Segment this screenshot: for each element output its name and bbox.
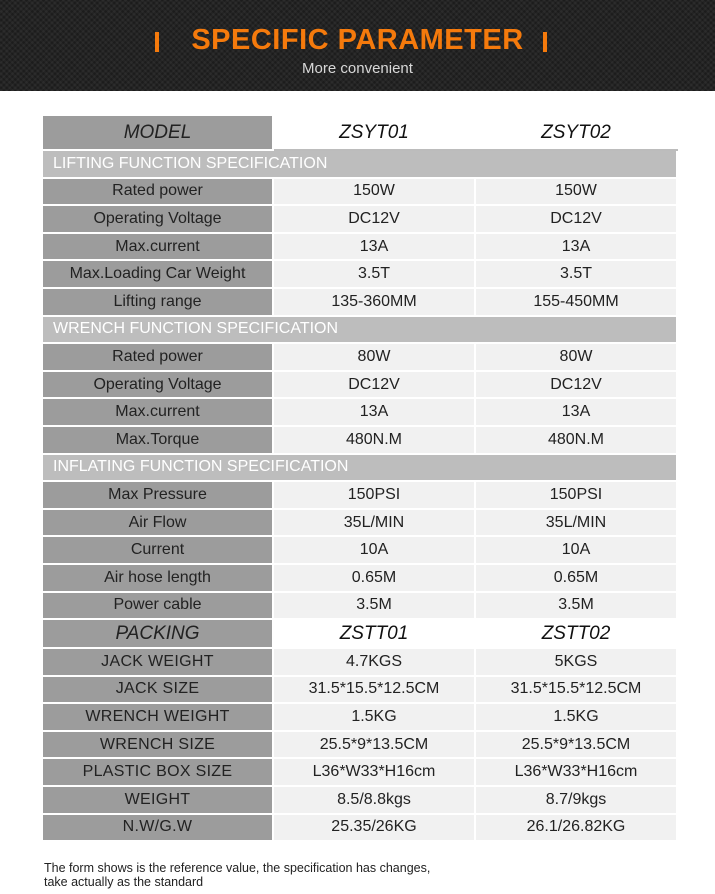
row-label: Max.current [42,398,273,426]
row-value: 1.5KG [273,703,475,731]
row-value: 31.5*15.5*12.5CM [273,676,475,704]
model-header-label: MODEL [42,115,273,150]
page-subtitle: More convenient [302,60,413,77]
row-value: 480N.M [475,426,677,454]
section-title: LIFTING FUNCTION SPECIFICATION [42,150,677,178]
header-banner [0,0,715,91]
row-value: DC12V [475,371,677,399]
row-label: WRENCH WEIGHT [42,703,273,731]
table-row [42,648,677,676]
table-row [42,814,677,842]
row-value: 8.5/8.8kgs [273,786,475,814]
spec-table [41,114,678,842]
row-label: JACK SIZE [42,676,273,704]
table-row [42,592,677,620]
table-row [42,758,677,786]
table-row [42,786,677,814]
table-row [42,536,677,564]
table-row [42,731,677,759]
row-value: 0.65M [273,564,475,592]
row-value: 3.5T [273,260,475,288]
row-label: Rated power [42,178,273,206]
table-row [42,564,677,592]
row-label: Operating Voltage [42,371,273,399]
title-right-bar [543,32,547,52]
row-label: Max Pressure [42,481,273,509]
table-row [42,260,677,288]
section-title: INFLATING FUNCTION SPECIFICATION [42,454,677,482]
table-row [42,371,677,399]
table-row [42,509,677,537]
row-value: DC12V [273,371,475,399]
row-label: Air hose length [42,564,273,592]
table-row [42,398,677,426]
row-value: 25.5*9*13.5CM [273,731,475,759]
table-row [42,178,677,206]
table-row [42,288,677,316]
row-value: 80W [475,343,677,371]
row-value: 8.7/9kgs [475,786,677,814]
table-row [42,676,677,704]
row-value: 150W [273,178,475,206]
row-value: 135-360MM [273,288,475,316]
row-label: WEIGHT [42,786,273,814]
row-label: N.W/G.W [42,814,273,842]
section-header-lifting [42,150,677,178]
row-value: 25.35/26KG [273,814,475,842]
row-label: Max.Loading Car Weight [42,260,273,288]
row-value: 3.5M [273,592,475,620]
row-label: Operating Voltage [42,205,273,233]
row-value: 13A [475,233,677,261]
row-label: Power cable [42,592,273,620]
row-label: PLASTIC BOX SIZE [42,758,273,786]
packing-model-2: ZSTT02 [475,619,677,648]
row-label: Rated power [42,343,273,371]
row-value: 150W [475,178,677,206]
row-label: Max.Torque [42,426,273,454]
footnote-line-1: The form shows is the reference value, the specification has changes, [44,861,431,875]
row-value: 3.5M [475,592,677,620]
packing-header-row [42,619,677,648]
table-row [42,343,677,371]
row-value: L36*W33*H16cm [475,758,677,786]
section-header-wrench [42,316,677,344]
table-row [42,205,677,233]
row-value: DC12V [273,205,475,233]
row-value: 31.5*15.5*12.5CM [475,676,677,704]
row-label: WRENCH SIZE [42,731,273,759]
row-value: 35L/MIN [475,509,677,537]
row-value: L36*W33*H16cm [273,758,475,786]
footnote [44,861,684,889]
row-value: 155-450MM [475,288,677,316]
packing-model-1: ZSTT01 [273,619,475,648]
row-value: 13A [273,398,475,426]
row-value: 4.7KGS [273,648,475,676]
footnote-line-2: take actually as the standard [44,875,204,889]
row-value: 0.65M [475,564,677,592]
row-value: 480N.M [273,426,475,454]
row-label: Air Flow [42,509,273,537]
row-value: 3.5T [475,260,677,288]
section-header-inflating [42,454,677,482]
table-row [42,426,677,454]
page-title: SPECIFIC PARAMETER [191,24,524,56]
model-2-name: ZSYT02 [475,115,677,150]
table-row [42,703,677,731]
model-header-row [42,115,677,150]
packing-header-label: PACKING [42,619,273,648]
row-value: DC12V [475,205,677,233]
row-label: Max.current [42,233,273,261]
row-value: 13A [475,398,677,426]
row-value: 35L/MIN [273,509,475,537]
row-value: 150PSI [273,481,475,509]
row-value: 5KGS [475,648,677,676]
row-value: 26.1/26.82KG [475,814,677,842]
row-value: 1.5KG [475,703,677,731]
row-value: 150PSI [475,481,677,509]
table-row [42,481,677,509]
model-1-name: ZSYT01 [273,115,475,150]
row-value: 80W [273,343,475,371]
row-value: 13A [273,233,475,261]
row-label: JACK WEIGHT [42,648,273,676]
section-title: WRENCH FUNCTION SPECIFICATION [42,316,677,344]
row-value: 10A [273,536,475,564]
row-label: Current [42,536,273,564]
row-label: Lifting range [42,288,273,316]
table-row [42,233,677,261]
row-value: 25.5*9*13.5CM [475,731,677,759]
row-value: 10A [475,536,677,564]
